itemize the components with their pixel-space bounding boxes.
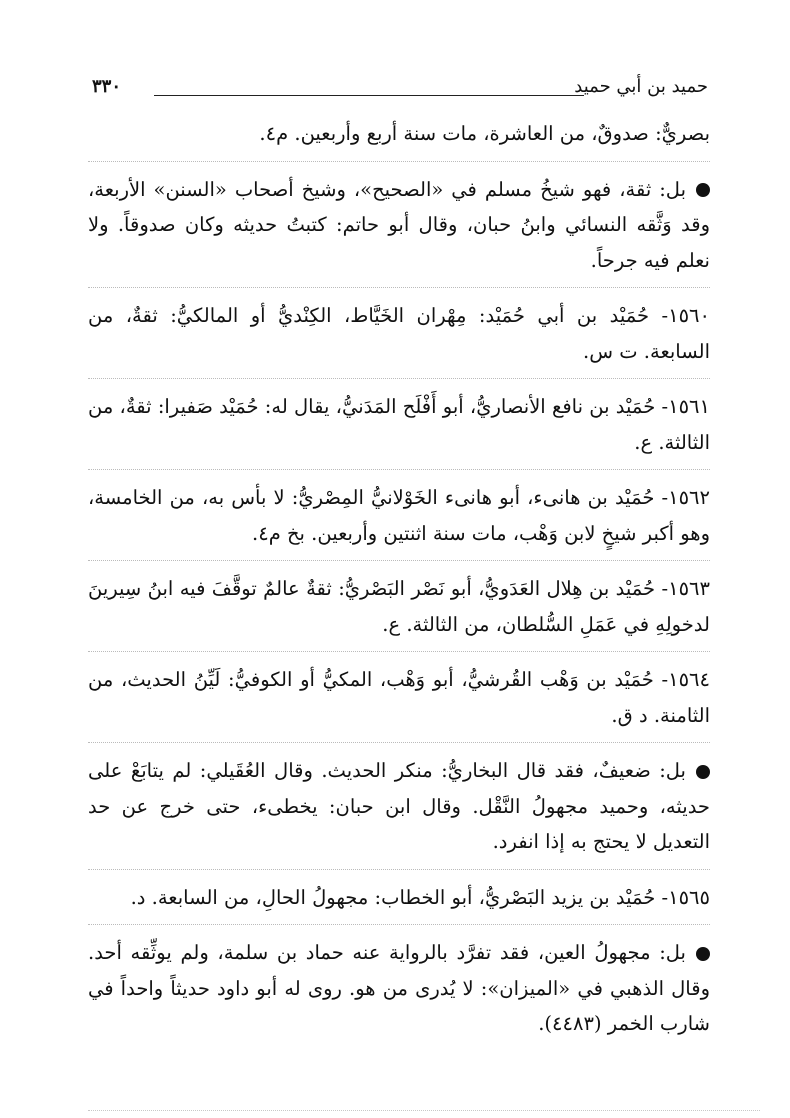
paragraph-text: بصريٌّ: صدوقٌ، من العاشرة، مات سنة أربع وأربعين. م٤. — [259, 122, 710, 145]
paragraph-text: بل: ضعيفٌ، فقد قال البخاريُّ: منكر الحديث. وقال العُقَيلي: لم يتابَعْ على حديثه، وحميد مجهولُ النَّقْل. وقال ابن حبان: يخطىء، حتى خرج عن حد التعديل لا يحتج به إذا انفرد. — [88, 759, 710, 853]
narrator-entry — [88, 662, 710, 733]
bullet-icon — [696, 765, 710, 779]
scan-edge — [88, 1110, 760, 1111]
paragraph-text: بل: مجهولُ العين، فقد تفرَّد بالرواية عنه حماد بن سلمة، ولم يوثِّقه أحد. وقال الذهبي في «الميزان»: لا يُدرى من هو. روى له أبو داود حديثاً واحداً في شارب الخمر (٤٤٨٣). — [88, 941, 710, 1035]
page-body — [88, 116, 710, 1042]
running-title: حميد بن أبي حميد — [574, 76, 708, 97]
paragraph-text: بل: ثقة، فهو شيخُ مسلم في «الصحيح»، وشيخ أصحاب «السنن» الأربعة، وقد وَثَّقه النسائي وابنُ حبان، وقال أبو حاتم: كتبتُ حديثه وكان صدوقاً. ولا نعلم فيه جرحاً. — [88, 177, 710, 272]
narrator-entry — [88, 298, 710, 369]
separator — [88, 287, 710, 288]
separator — [88, 651, 710, 652]
editor-note — [88, 935, 710, 1042]
paragraph-text: ١٥٦١- حُمَيْد بن نافع الأنصاريُّ، أبو أَفْلَح المَدَنيُّ، يقال له: حُمَيْد صَفيرا: ثقةٌ، من الثالثة. ع. — [88, 395, 710, 454]
bullet-icon — [696, 183, 710, 197]
editor-note — [88, 172, 710, 279]
header-rule — [154, 95, 584, 96]
entry-continuation — [88, 116, 710, 152]
narrator-entry — [88, 880, 710, 916]
page-header — [92, 76, 708, 102]
separator — [88, 161, 710, 162]
editor-note — [88, 753, 710, 860]
paragraph-text: ١٥٦٣- حُمَيْد بن هِلال العَدَويُّ، أبو نَصْر البَصْريُّ: ثقةٌ عالمٌ توقَّفَ فيه ابنُ سِيرينَ لدخولِهِ في عَمَلِ السُّلطان، من الثالثة. ع. — [88, 577, 710, 636]
separator — [88, 469, 710, 470]
separator — [88, 869, 710, 870]
separator — [88, 742, 710, 743]
separator — [88, 924, 710, 925]
narrator-entry — [88, 389, 710, 460]
narrator-entry — [88, 571, 710, 642]
paragraph-text: ١٥٦٢- حُمَيْد بن هانىء، أبو هانىء الخَوْلانيُّ المِصْريُّ: لا بأس به، من الخامسة، وهو أكبر شيخٍ لابن وَهْب، مات سنة اثنتين وأربعين. بخ م٤. — [88, 486, 710, 545]
narrator-entry — [88, 480, 710, 551]
separator — [88, 378, 710, 379]
page-number: ٣٣٠ — [92, 76, 122, 97]
paragraph-text: ١٥٦٤- حُمَيْد بن وَهْب القُرشيُّ، أبو وَهْب، المكيُّ أو الكوفيُّ: لَيِّنُ الحديث، من الثامنة. د ق. — [88, 668, 710, 727]
paragraph-text: ١٥٦٥- حُمَيْد بن يزيد البَصْريُّ، أبو الخطاب: مجهولُ الحالِ، من السابعة. د. — [130, 885, 710, 909]
separator — [88, 560, 710, 561]
bullet-icon — [696, 947, 710, 961]
paragraph-text: ١٥٦٠- حُمَيْد بن أبي حُمَيْد: مِهْران الخَيَّاط، الكِنْديُّ أو المالكيُّ: ثقةٌ، من السابعة. ت س. — [88, 304, 710, 363]
